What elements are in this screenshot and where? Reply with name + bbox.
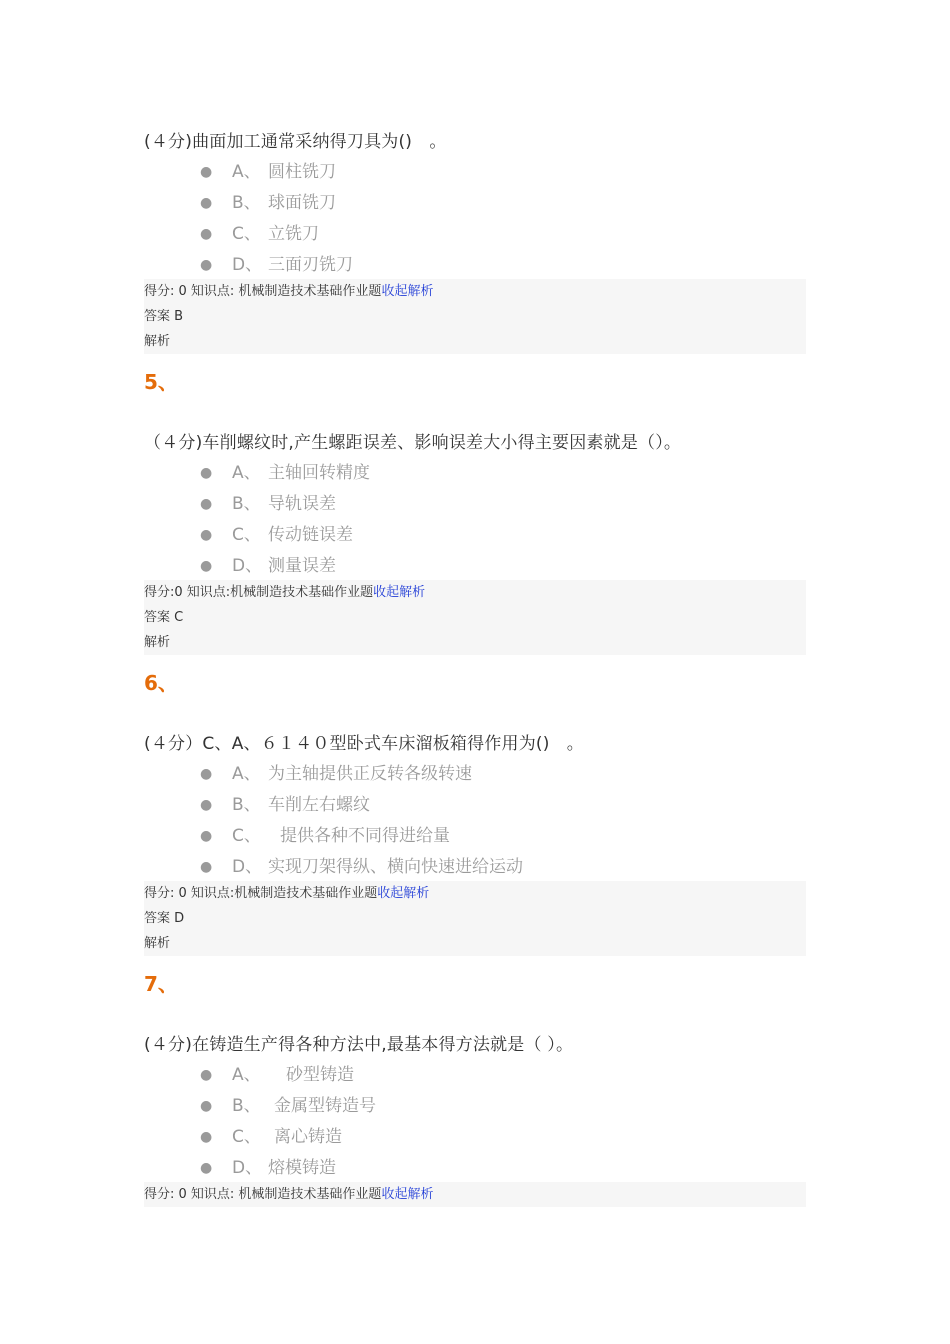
bullet-icon: ● [200,1160,213,1176]
bullet-icon: ● [200,766,213,782]
bullet-icon: ● [200,859,213,875]
bullet-icon: ● [200,226,213,242]
question-text: （４分)车削螺纹时,产生螺距误差、影响误差大小得主要因素就是（）。 [144,433,682,453]
question-text: (４分）C、A、６１４０型卧式车床溜板箱得作用为() 。 [144,734,584,754]
score-line: 得分: 0 知识点: 机械制造技术基础作业题收起解析 [144,284,434,299]
score-line: 得分: 0 知识点: 机械制造技术基础作业题收起解析 [144,1187,434,1202]
document-page: (４分)曲面加工通常采纳得刀具为() 。 ● A、 圆柱铣刀 ● B、 球面铣刀 ● C、 立铣刀 ● D、 三面刃铣刀 得分: 0 知识点: 机械制造技术基础作业题收起解析 答案 B 解析 5、 （４分)车削螺纹时,产生螺距误差、影响误差大小得主要因素就是（）。 ● A、 主轴回转精度 ● B、 导轨误差 ● C、 传动链误差 ● D、 测量误差 得分:0 知识点:机械制造技术基础作业题收起解析 答案 C 解析 6、 (４分）C、A、６１４０型卧式车床溜板箱得作用为() 。 ● A、 为主轴提供正反转各级转速 ● B、 车削左右螺纹 ● C、 提供各种不同得进给量 ● D、 实现刀架得纵、横向快速进给运动 得分: 0 知识点:机械制造技术基础作业题收起解析 答案 D 解析 7、 (４分)在铸造生产得各种方法中,最基本得方法就是（ ）。 ● A、 砂型铸造 ● B、 金属型铸造号 ● C、 离心铸造 ● D、 熔模铸造 得分: 0 知识点: 机械制造技术基础作业题收起解析 [0,0,950,1344]
question-text: (４分)在铸造生产得各种方法中,最基本得方法就是（ ）。 [144,1035,574,1055]
score-line: 得分: 0 知识点:机械制造技术基础作业题收起解析 [144,886,430,901]
question-number: 7、 [144,972,178,996]
collapse-analysis-link[interactable]: 收起解析 [381,1187,434,1202]
question-number: 6、 [144,671,178,695]
score-line: 得分:0 知识点:机械制造技术基础作业题收起解析 [144,585,426,600]
analysis-line: 解析 [144,635,171,650]
result-panel [144,881,806,956]
result-panel [144,580,806,655]
question-number: 5、 [144,370,178,394]
bullet-icon: ● [200,257,213,273]
analysis-line: 解析 [144,936,171,951]
bullet-icon: ● [200,828,213,844]
bullet-icon: ● [200,496,213,512]
collapse-analysis-link[interactable]: 收起解析 [377,886,430,901]
answer-line: 答案 C [144,610,184,625]
collapse-analysis-link[interactable]: 收起解析 [381,284,434,299]
answer-line: 答案 B [144,309,184,324]
bullet-icon: ● [200,1098,213,1114]
answer-line: 答案 D [144,911,185,926]
bullet-icon: ● [200,797,213,813]
analysis-line: 解析 [144,334,171,349]
bullet-icon: ● [200,527,213,543]
question-text: (４分)曲面加工通常采纳得刀具为() 。 [144,132,447,152]
collapse-analysis-link[interactable]: 收起解析 [373,585,426,600]
bullet-icon: ● [200,1067,213,1083]
bullet-icon: ● [200,465,213,481]
bullet-icon: ● [200,164,213,180]
bullet-icon: ● [200,558,213,574]
result-panel [144,1182,806,1207]
result-panel [144,279,806,354]
bullet-icon: ● [200,1129,213,1145]
bullet-icon: ● [200,195,213,211]
